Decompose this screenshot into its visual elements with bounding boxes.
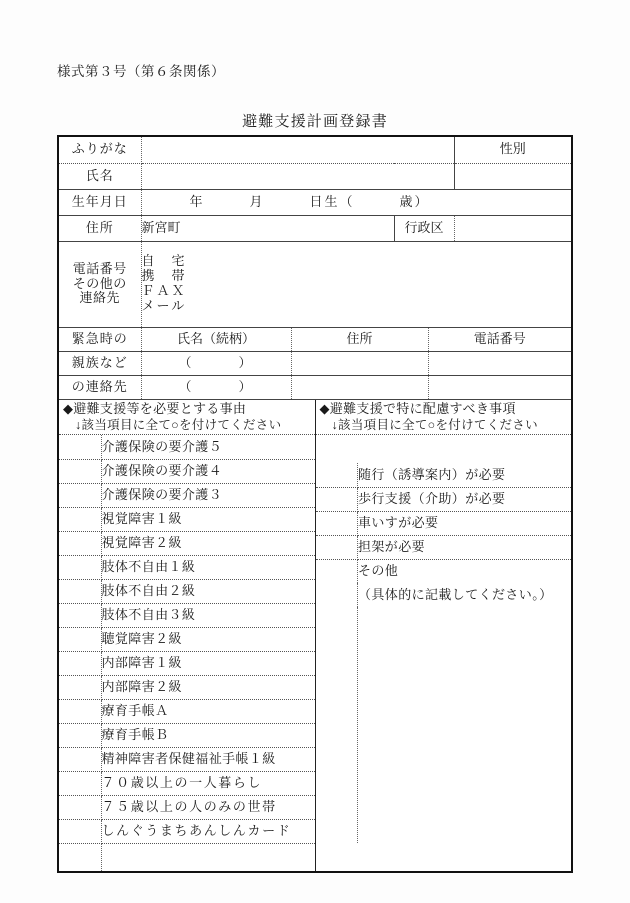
- checkbox-cell[interactable]: [59, 723, 101, 747]
- contact-label: [59, 241, 141, 327]
- checkbox-cell[interactable]: [59, 819, 101, 843]
- checkbox-cell[interactable]: [316, 511, 358, 535]
- list-item-label: 随行（誘導案内）が必要: [358, 463, 572, 487]
- list-item-label: ７０歳以上の一人暮らし: [101, 771, 315, 795]
- list-item-label: ７５歳以上の人のみの世帯: [101, 795, 315, 819]
- checkbox-cell[interactable]: [59, 675, 101, 699]
- checkbox-cell[interactable]: [316, 535, 358, 559]
- list-item-label: 担架が必要: [358, 535, 572, 559]
- list-item-label: 歩行支援（介助）が必要: [358, 487, 572, 511]
- list-item[interactable]: [59, 435, 315, 459]
- gender-label: 性別: [454, 137, 571, 163]
- table-row-furigana: [59, 137, 571, 163]
- checkbox-cell[interactable]: [59, 555, 101, 579]
- list-item[interactable]: [59, 771, 315, 795]
- list-item-label: 肢体不自由３級: [101, 603, 315, 627]
- list-item[interactable]: [316, 511, 572, 535]
- list-item[interactable]: [59, 459, 315, 483]
- considerations-instruction: ↓該当項目に全て○を付けてください: [331, 417, 538, 432]
- emergency-col-name: 氏名（続柄）: [141, 328, 291, 352]
- list-item[interactable]: [59, 699, 315, 723]
- emergency-address-1[interactable]: [291, 352, 428, 376]
- district-value[interactable]: [454, 215, 571, 241]
- checkbox-cell[interactable]: [59, 747, 101, 771]
- emergency-address-2[interactable]: [291, 376, 428, 400]
- list-item-label: 内部障害２級: [101, 675, 315, 699]
- checkbox-cell[interactable]: [59, 507, 101, 531]
- checkbox-cell[interactable]: [59, 531, 101, 555]
- list-item-label: 介護保険の要介護４: [101, 459, 315, 483]
- list-item[interactable]: [59, 795, 315, 819]
- considerations-list: [316, 463, 572, 843]
- contact-label-line3: 連絡先: [79, 290, 120, 306]
- emergency-label-line2: 親族など: [59, 352, 141, 376]
- checkbox-cell[interactable]: [59, 771, 101, 795]
- reasons-list-cell: [59, 435, 315, 872]
- list-item[interactable]: [59, 627, 315, 651]
- list-item-label: 肢体不自由２級: [101, 579, 315, 603]
- list-item-label: 内部障害１級: [101, 651, 315, 675]
- checkbox-cell[interactable]: [59, 627, 101, 651]
- list-item-label: 車いすが必要: [358, 511, 572, 535]
- checkbox-cell[interactable]: [59, 795, 101, 819]
- other-free-text[interactable]: [358, 607, 572, 843]
- table-row-address: [59, 215, 571, 241]
- emergency-contacts-table: [59, 328, 571, 401]
- table-row-birthdate: [59, 189, 571, 215]
- other-filler-row[interactable]: [316, 607, 572, 843]
- contact-types: [141, 241, 571, 327]
- other-note: （具体的に記載してください。）: [358, 586, 553, 602]
- other-label: その他: [358, 563, 399, 579]
- list-item[interactable]: [59, 531, 315, 555]
- table-row-contact: [59, 241, 571, 327]
- list-item[interactable]: [59, 507, 315, 531]
- considerations-heading: ◆避難支援で特に配慮すべき事項: [319, 401, 516, 416]
- list-item-label: 介護保険の要介護３: [101, 483, 315, 507]
- list-item-label: [101, 843, 315, 871]
- table-row-emergency-2: [59, 376, 571, 400]
- name-value[interactable]: [141, 163, 454, 189]
- list-item-label: 視覚障害２級: [101, 531, 315, 555]
- emergency-header-row: [59, 328, 571, 352]
- contact-label-line2: その他の: [72, 275, 127, 291]
- emergency-phone-2[interactable]: [428, 376, 571, 400]
- checkbox-cell[interactable]: [59, 435, 101, 459]
- checklist-body-row: [59, 435, 571, 872]
- form-number: 様式第３号（第６条関係）: [57, 64, 225, 79]
- emergency-col-address: 住所: [291, 328, 428, 352]
- reasons-instruction: ↓該当項目に全て○を付けてください: [75, 417, 282, 432]
- contact-type-home[interactable]: 自 宅: [141, 253, 187, 269]
- address-value[interactable]: 新宮町: [141, 215, 394, 241]
- list-item[interactable]: [59, 483, 315, 507]
- emergency-label-line3: の連絡先: [59, 376, 141, 400]
- checkbox-cell[interactable]: [59, 603, 101, 627]
- name-label: 氏名: [59, 163, 141, 189]
- table-row-emergency-1: [59, 352, 571, 376]
- reasons-list: [59, 435, 315, 871]
- checkbox-cell[interactable]: [59, 651, 101, 675]
- checkbox-cell[interactable]: [59, 579, 101, 603]
- emergency-name-1[interactable]: （ ）: [141, 352, 291, 376]
- birthdate-label: 生年月日: [59, 189, 141, 215]
- list-item-label: 療育手帳Ｂ: [101, 723, 315, 747]
- list-item[interactable]: [59, 579, 315, 603]
- checkbox-cell[interactable]: [316, 559, 358, 583]
- reasons-heading-cell: [59, 400, 315, 435]
- checkbox-cell-empty: [316, 583, 358, 607]
- emergency-name-2[interactable]: （ ）: [141, 376, 291, 400]
- furigana-value[interactable]: [141, 137, 454, 163]
- list-item[interactable]: [59, 675, 315, 699]
- considerations-heading-cell: [315, 400, 571, 435]
- checkbox-cell[interactable]: [59, 699, 101, 723]
- considerations-list-cell: [315, 435, 571, 872]
- list-item-label: 肢体不自由１級: [101, 555, 315, 579]
- list-item[interactable]: [316, 535, 572, 559]
- checkbox-cell[interactable]: [316, 487, 358, 511]
- reasons-heading: ◆避難支援等を必要とする事由: [63, 401, 247, 416]
- birthdate-value[interactable]: 年 月 日生（ 歳）: [141, 189, 571, 215]
- list-item-other[interactable]: [316, 559, 572, 583]
- contact-label-line1: 電話番号: [72, 260, 127, 276]
- checkbox-cell[interactable]: [316, 463, 358, 487]
- list-item[interactable]: [59, 555, 315, 579]
- emergency-col-phone: 電話番号: [428, 328, 571, 352]
- checkbox-cell-empty: [316, 607, 358, 843]
- gender-value[interactable]: [454, 163, 571, 189]
- list-item[interactable]: [59, 651, 315, 675]
- list-item[interactable]: [59, 819, 315, 843]
- list-item-label: 視覚障害１級: [101, 507, 315, 531]
- checkbox-cell[interactable]: [59, 843, 101, 871]
- list-item[interactable]: [59, 603, 315, 627]
- contact-type-mail[interactable]: メール: [141, 297, 187, 313]
- table-row-name: [59, 163, 571, 189]
- list-item[interactable]: [59, 843, 315, 871]
- checkbox-cell[interactable]: [59, 459, 101, 483]
- list-item-label: 精神障害者保健福祉手帳１級: [101, 747, 315, 771]
- list-item[interactable]: [316, 487, 572, 511]
- list-item[interactable]: [316, 463, 572, 487]
- emergency-label-line1: 緊急時の: [59, 328, 141, 352]
- list-item[interactable]: [59, 723, 315, 747]
- checklist-heading-row: [59, 400, 571, 435]
- other-note-row: [316, 583, 572, 607]
- list-item-label: 介護保険の要介護５: [101, 435, 315, 459]
- list-item-label: しんぐうまちあんしんカード: [101, 819, 315, 843]
- district-label: 行政区: [394, 215, 454, 241]
- personal-info-table: [59, 137, 571, 328]
- list-item-label: 療育手帳Ａ: [101, 699, 315, 723]
- emergency-phone-1[interactable]: [428, 352, 571, 376]
- furigana-label: ふりがな: [59, 137, 141, 163]
- checkbox-cell[interactable]: [59, 483, 101, 507]
- contact-type-mobile[interactable]: 携 帯: [141, 268, 187, 284]
- contact-type-fax[interactable]: ＦＡＸ: [141, 283, 187, 298]
- list-item-label: 聴覚障害２級: [101, 627, 315, 651]
- list-item[interactable]: [59, 747, 315, 771]
- page-title: 避難支援計画登録書: [242, 114, 388, 130]
- checklist-section: [59, 400, 571, 871]
- registration-form-table: [57, 135, 573, 873]
- address-label: 住所: [59, 215, 141, 241]
